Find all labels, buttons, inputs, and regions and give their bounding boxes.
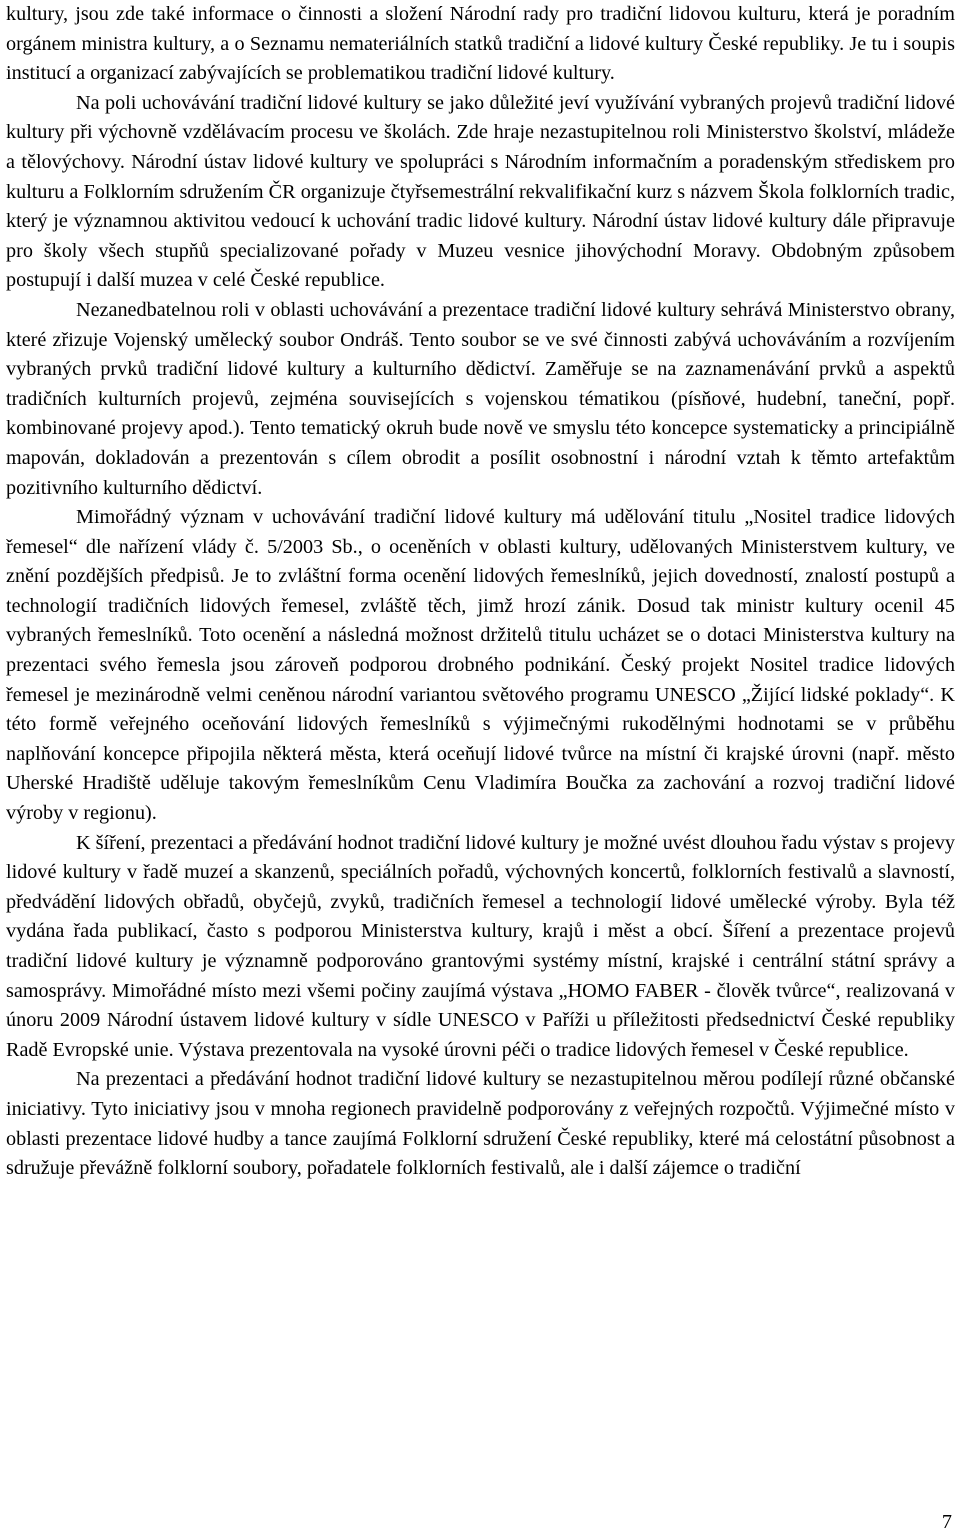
paragraph-4: Mimořádný význam v uchovávání tradiční lidové kultury má udělování titulu „Nositel tradice lidových řemesel“ dle nařízení vlády č. 5/2003 Sb., o oceněních v oblasti kultury, udělovaných Ministerstvem kultury, ve znění pozdějších předpisů. Je to zvláštní forma ocenění lidových řemeslníků, jejich dovedností, znalostí postupů a technologií tradičních lidových řemesel, zvláště těch, jimž hrozí zánik. Dosud tak ministr kultury ocenil 45 vybraných řemeslníků. Toto ocenění a následná možnost držitelů titulu ucházet se o dotaci Ministerstva kultury na prezentaci svého řemesla jsou zároveň podporou drobného podnikání. Český projekt Nositel tradice lidových řemesel je mezinárodně velmi ceněnou národní variantou světového programu UNESCO „Žijící lidské poklady“. K této formě veřejného oceňování lidových řemeslníků s výjimečnými rukodělnými hodnotami se v průběhu naplňování koncepce připojila některá města, která oceňují lidové tvůrce na místní či krajské úrovni (např. město Uherské Hradiště uděluje takovým řemeslníkům Cenu Vladimíra Boučka za zachování a rozvoj tradiční lidové výroby v regionu). <box>6 506 955 825</box>
document-body <box>6 0 955 1184</box>
page-number: 7 <box>941 1511 952 1533</box>
paragraph-3: Nezanedbatelnou roli v oblasti uchovávání a prezentace tradiční lidové kultury sehrává Ministerstvo obrany, které zřizuje Vojenský umělecký soubor Ondráš. Tento soubor se ve své činnosti zabývá uchováváním a rozvíjením vybraných prvků tradiční lidové kultury a kulturního dědictví. Zaměřuje se na zaznamenávání prvků a aspektů tradičních kulturních projevů, zejména souvisejících s vojenskou tématikou (písňové, hudební, taneční, popř. kombinované projevy apod.). Tento tematický okruh bude nově ve smyslu této koncepce systematicky a principiálně mapován, dokladován a prezentován s cílem obrodit a posílit osobnostní i národní vztah k těmto artefaktům pozitivního kulturního dědictví. <box>6 298 955 499</box>
paragraph-6: Na prezentaci a předávání hodnot tradiční lidové kultury se nezastupitelnou měrou podílejí různé občanské iniciativy. Tyto iniciativy jsou v mnoha regionech pravidelně podporovány z veřejných rozpočtů. Výjimečné místo v oblasti prezentace lidové hudby a tance zaujímá Folklorní sdružení České republiky, které má celostátní působnost a sdružuje převážně folklorní soubory, pořadatele folklorních festivalů, ale i další zájemce o tradiční <box>6 1068 955 1180</box>
paragraph-1: kultury, jsou zde také informace o činnosti a složení Národní rady pro tradiční lidovou kulturu, která je poradním orgánem ministra kultury, a o Seznamu nemateriálních statků tradiční a lidové kultury České republiky. Je tu i soupis institucí a organizací zabývajících se problematikou tradiční lidové kultury. <box>6 3 955 85</box>
paragraph-2: Na poli uchovávání tradiční lidové kultury se jako důležité jeví využívání vybraných projevů tradiční lidové kultury při výchovně vzdělávacím procesu ve školách. Zde hraje nezastupitelnou roli Ministerstvo školství, mládeže a tělovýchovy. Národní ústav lidové kultury ve spolupráci s Národním informačním a poradenským střediskem pro kulturu a Folklorním sdružením ČR organizuje čtyřsemestrální rekvalifikační kurz s názvem Škola folklorních tradic, který je významnou aktivitou vedoucí k uchování tradic lidové kultury. Národní ústav lidové kultury dále připravuje pro školy všech stupňů specializované pořady v Muzeu vesnice jihovýchodní Moravy. Obdobným způsobem postupují i další muzea v celé České republice. <box>6 91 955 292</box>
paragraph-5: K šíření, prezentaci a předávání hodnot tradiční lidové kultury je možné uvést dlouhou řadu výstav s projevy lidové kultury v řadě muzeí a skanzenů, speciálních pořadů, výchovných koncertů, folklorních festivalů a slavností, předvádění lidových obřadů, obyčejů, zvyků, tradičních řemesel a technologií lidové umělecké výroby. Byla též vydána řada publikací, často s podporou Ministerstva kultury, krajů i měst a obcí. Šíření a prezentace projevů tradiční lidové kultury je významně podporováno grantovými systémy místní, krajské i centrální státní správy a samosprávy. Mimořádné místo mezi všemi počiny zaujímá výstava „HOMO FABER - člověk tvůrce“, realizovaná v únoru 2009 Národní ústavem lidové kultury v sídle UNESCO v Paříži u příležitosti předsednictví České republiky Radě Evropské unie. Výstava prezentovala na vysoké úrovni péči o tradice lidových řemesel v České republice. <box>6 831 955 1061</box>
